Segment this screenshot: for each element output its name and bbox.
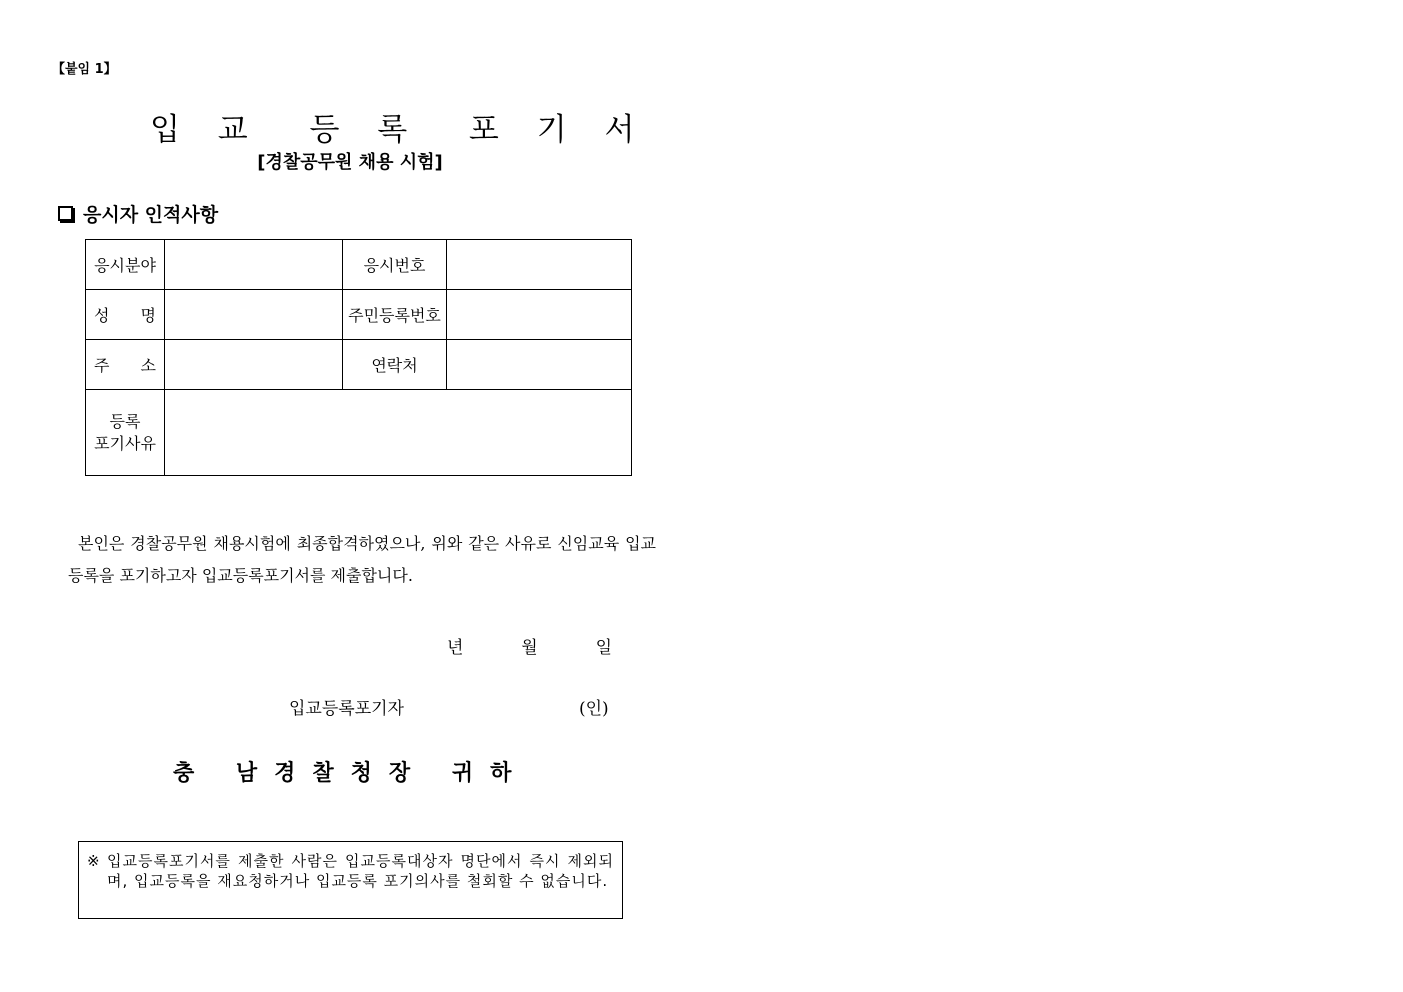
exam-number-input[interactable] [447,240,632,290]
recipient-line: 충 남경찰청장 귀하 [173,760,529,786]
section-heading [58,200,218,227]
checkbox-icon [58,206,73,221]
reason-label-line: 포기사유 [94,433,156,453]
table-row [86,390,632,476]
applicant-info-table [85,239,632,476]
address-label-part: 소 [140,356,156,375]
name-label-part: 명 [140,306,156,325]
table-row [86,290,632,340]
page-title: 입 교 등 록 포 기 서 [150,112,649,148]
section-heading-text: 응시자 인적사항 [83,204,219,226]
notice-box [78,841,623,919]
signer-label: 입교등록포기자 [289,699,404,719]
address-label [86,340,165,390]
resident-number-input[interactable] [447,290,632,340]
reason-label [86,390,165,476]
date-line [447,633,612,658]
reason-label-line: 등록 [109,411,141,431]
resident-number-label: 주민등록번호 [343,290,447,340]
name-label-part: 성 [94,306,110,325]
seal-label: (인) [579,699,609,719]
table-row [86,240,632,290]
date-month: 월 [521,638,538,658]
notice-text: 입교등록포기서를 제출한 사람은 입교등록대상자 명단에서 즉시 제외되며, 입교등록을 재요청하거나 입교등록 포기의사를 철회할 수 없습니다. [107,852,614,890]
name-label [86,290,165,340]
page-subtitle: [경찰공무원 채용 시험] [257,152,443,173]
exam-number-label: 응시번호 [343,240,447,290]
date-day: 일 [595,638,612,658]
address-label-part: 주 [94,356,110,375]
exam-field-input[interactable] [165,240,343,290]
table-row [86,340,632,390]
exam-field-label: 응시분야 [86,240,165,290]
name-input[interactable] [165,290,343,340]
contact-label: 연락처 [343,340,447,390]
statement-text: 본인은 경찰공무원 채용시험에 최종합격하였으나, 위와 같은 사유로 신임교육 입교등록을 포기하고자 입교등록포기서를 제출합니다. [68,534,656,585]
address-input[interactable] [165,340,343,390]
attachment-label: 【붙임 1】 [52,62,117,77]
date-year: 년 [447,638,464,658]
notice-mark: ※ [87,852,100,870]
reason-input[interactable] [165,390,632,476]
contact-input[interactable] [447,340,632,390]
